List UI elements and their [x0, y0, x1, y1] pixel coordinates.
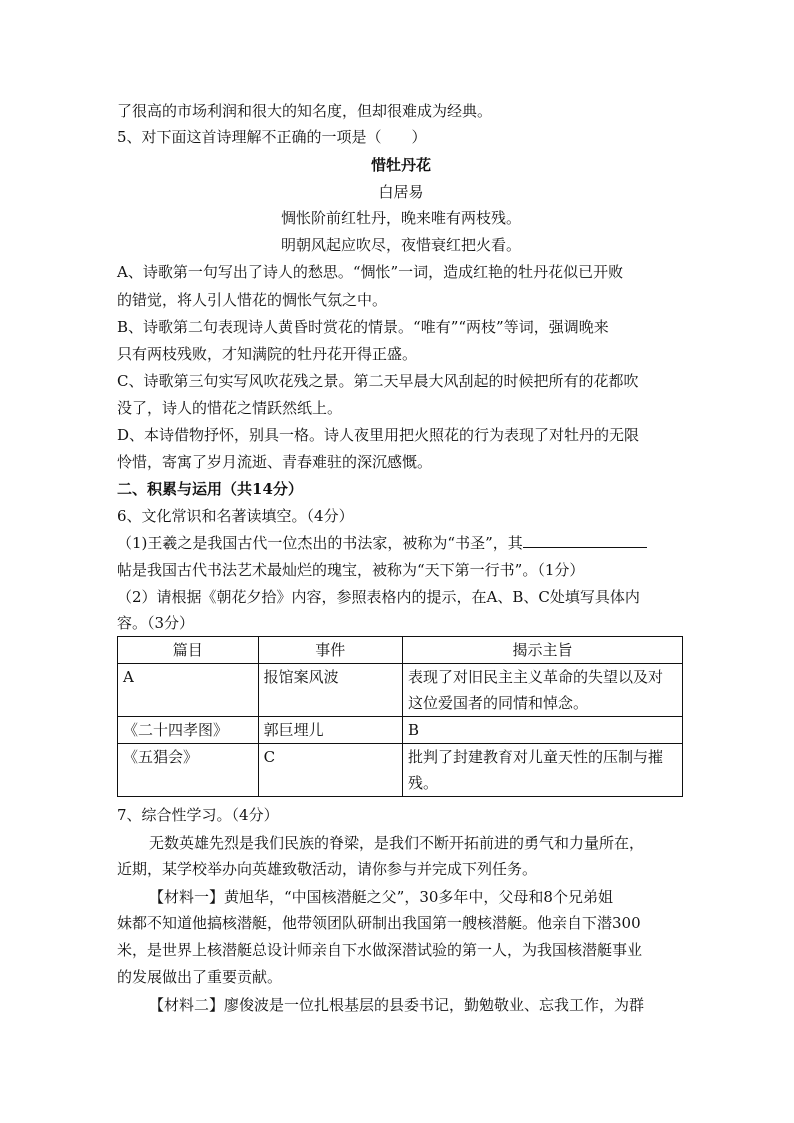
header-cell: 篇目 — [118, 637, 259, 664]
table-cell: 《五猖会》 — [118, 744, 259, 797]
paragraph-line: 了很高的市场利润和很大的知名度，但却很难成为经典。 — [117, 102, 493, 120]
option-b-line: B、诗歌第二句表现诗人黄昏时赏花的情景。“唯有”“两枝”等词，强调晚来 — [117, 318, 609, 336]
option-a-line: 的错觉，将人引人惜花的惆怅气氛之中。 — [117, 291, 388, 309]
table-cell: 批判了封建教育对儿童天性的压制与摧残。 — [403, 744, 683, 797]
table-cell: A — [118, 664, 259, 717]
poem-line: 惆怅阶前红牡丹，晚来唯有两枝残。 — [280, 209, 521, 227]
material-1-line: 的发展做出了重要贡献。 — [117, 968, 283, 986]
table-cell: 郭巨埋儿 — [258, 717, 402, 744]
question-6-part-1 — [117, 533, 647, 553]
header-cell: 事件 — [258, 637, 402, 664]
material-1-line: 妹都不知道他搞核潜艇，他带领团队研制出我国第一艘核潜艇。他亲自下潜300 — [117, 914, 641, 932]
question-5: 5、对下面这首诗理解不正确的一项是（ ） — [117, 128, 427, 146]
material-1-line: 米，是世界上核潜艇总设计师亲自下水做深潜试验的第一人，为我国核潜艇事业 — [117, 941, 643, 959]
section-heading: 二、积累与运用（共14分） — [117, 480, 303, 498]
table-cell: 《二十四孝图》 — [118, 717, 259, 744]
table-cell: B — [403, 717, 683, 744]
paragraph-line: 无数英雄先烈是我们民族的脊梁，是我们不断开拓前进的勇气和力量所在， — [149, 834, 645, 852]
paragraph-line: 近期，某学校举办向英雄致敬活动，请你参与并完成下列任务。 — [117, 860, 538, 878]
question-7: 7、综合性学习。（4分） — [117, 806, 279, 824]
question-6-part-2-cont: 容。（3分） — [117, 614, 195, 632]
poem-author: 白居易 — [378, 183, 424, 201]
table-cell: 表现了对旧民主主义革命的失望以及对这位爱国者的同情和悼念。 — [403, 664, 683, 717]
option-b-line: 只有两枝残败，才知满院的牡丹花开得正盛。 — [117, 345, 418, 363]
table-header-row — [118, 637, 683, 664]
table-row — [118, 664, 683, 717]
option-a-line: A、诗歌第一句写出了诗人的愁思。“惆怅”一词，造成红艳的牡丹花似已开败 — [117, 263, 624, 281]
question-6-part-2: （2）请根据《朝花夕拾》内容，参照表格内的提示，在A、B、C处填写具体内 — [117, 588, 640, 606]
answer-blank[interactable] — [523, 533, 647, 548]
table-row — [118, 717, 683, 744]
material-1-line: 【材料一】黄旭华，“中国核潜艇之父”，30多年中，父母和8个兄弟姐 — [149, 888, 613, 906]
table-cell: C — [258, 744, 402, 797]
question-6-part-1-cont: 帖是我国古代书法艺术最灿烂的瑰宝，被称为“天下第一行书”。（1分） — [117, 561, 585, 579]
poem-line: 明朝风起应吹尽，夜惜衰红把火看。 — [280, 236, 521, 254]
header-cell: 揭示主旨 — [403, 637, 683, 664]
question-6: 6、文化常识和名著读填空。（4分） — [117, 507, 354, 525]
table-cell: 报馆案风波 — [258, 664, 402, 717]
chaohua-table — [117, 636, 683, 797]
option-c-line: 没了，诗人的惜花之情跃然纸上。 — [117, 399, 343, 417]
table-row — [118, 744, 683, 797]
question-6-part-1-text: （1)王羲之是我国古代一位杰出的书法家，被称为“书圣”，其 — [117, 534, 523, 552]
option-d-line: D、本诗借物抒怀，别具一格。诗人夜里用把火照花的行为表现了对牡丹的无限 — [117, 426, 640, 444]
material-2-line: 【材料二】廖俊波是一位扎根基层的县委书记，勤勉敬业、忘我工作，为群 — [149, 996, 645, 1014]
poem-title: 惜牡丹花 — [370, 156, 431, 174]
option-c-line: C、诗歌第三句实写风吹花残之景。第二天早晨大风刮起的时候把所有的花都吹 — [117, 372, 639, 390]
option-d-line: 怜惜，寄寓了岁月流逝、青春难驻的深沉感慨。 — [117, 453, 433, 471]
